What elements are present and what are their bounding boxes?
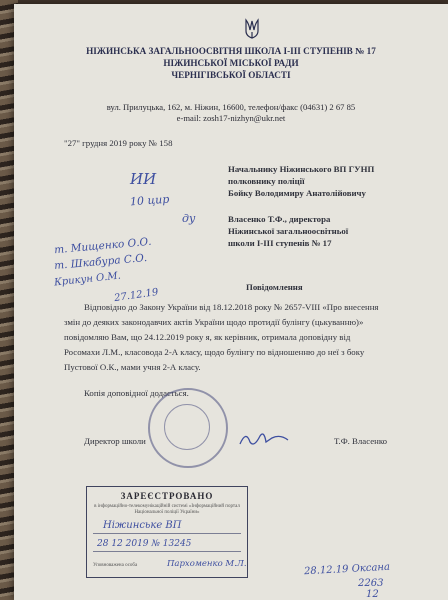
handwritten-assignee-2: т. Шкабура С.О. xyxy=(53,251,148,273)
registration-footer: Уповноважена особа xyxy=(93,563,138,568)
handwritten-assignee-1: т. Мищенко О.О. xyxy=(53,235,152,257)
registration-signer: Пархоменко М.Л. xyxy=(167,559,247,569)
body-line-1: Відповідно до Закону України від 18.12.2018 року № 2657-VIII «Про внесення xyxy=(84,302,379,312)
attachment-note: Копія доповідної додається. xyxy=(84,388,189,398)
registration-date-number: 28 12 2019 № 13245 xyxy=(97,539,192,549)
round-seal-stamp xyxy=(148,388,228,468)
address-line: вул. Прилуцька, 162, м. Ніжин, 16600, телефон/факс (04631) 2 67 85 xyxy=(106,102,356,112)
trident-emblem-icon xyxy=(244,18,260,40)
sender-line-3: школи І-ІІІ ступенів № 17 xyxy=(228,238,332,248)
signature-name: Т.Ф. Власенко xyxy=(334,436,388,446)
document-page xyxy=(14,4,448,600)
email-line: e-mail: zosh17-nizhyn@ukr.net xyxy=(176,113,286,123)
handwritten-bottom-1: 28.12.19 Оксана xyxy=(303,561,391,578)
document-title: Повідомлення xyxy=(246,282,303,292)
sender-line-2: Ніжинської загальноосвітньої xyxy=(228,226,349,236)
signature-position: Директор школи xyxy=(84,436,146,446)
region: ЧЕРНІГІВСЬКОЇ ОБЛАСТІ xyxy=(171,70,291,80)
handwritten-mark-3: ду xyxy=(182,212,196,225)
city-council: НІЖИНСЬКОЇ МІСЬКОЇ РАДИ xyxy=(163,58,299,68)
handwritten-assignee-3: Крикун О.М. xyxy=(53,270,122,289)
recipient-line-1: Начальнику Ніжинського ВП ГУНП xyxy=(228,164,375,174)
body-line-3: повідомляю Вам, що 24.12.2019 року я, як керівник, отримала доповідну від xyxy=(64,332,351,342)
body-line-5: Пустової О.К., мами учня 2-А класу. xyxy=(64,362,201,372)
body-line-4: Росомахи Л.М., класовода 2-А класу, щодо булінгу по відношенню до неї з боку xyxy=(64,347,365,357)
registration-unit: Ніжинське ВП xyxy=(103,520,182,531)
sender-line-1: Власенко Т.Ф., директора xyxy=(228,214,331,224)
recipient-line-2: полковнику поліції xyxy=(228,176,305,186)
registration-title: ЗАРЕЄСТРОВАНО xyxy=(120,491,214,501)
recipient-line-3: Бойку Володимиру Анатолійовичу xyxy=(228,188,366,198)
handwritten-mark-2: 10 цир xyxy=(129,192,170,209)
registration-caption: в інформаційно-телекомунікаційній системі «Інформаційний портал Національної поліції України» xyxy=(94,504,240,515)
handwritten-bottom-3: 12 xyxy=(366,589,379,600)
registration-stamp xyxy=(86,486,248,578)
school-name: НІЖИНСЬКА ЗАГАЛЬНООСВІТНЯ ШКОЛА І-ІІІ СТУПЕНІВ № 17 xyxy=(86,46,376,56)
doc-date-number: "27" грудня 2019 року № 158 xyxy=(64,138,173,148)
handwritten-mark-1: ИИ xyxy=(130,170,157,188)
handwritten-assignee-date: 27.12.19 xyxy=(113,286,160,305)
handwritten-bottom-2: 2263 xyxy=(358,578,384,589)
handwritten-signature xyxy=(236,428,294,450)
body-line-2: змін до деяких законодавчих актів України щодо протидії булінгу (цькуванню)» xyxy=(64,317,364,327)
